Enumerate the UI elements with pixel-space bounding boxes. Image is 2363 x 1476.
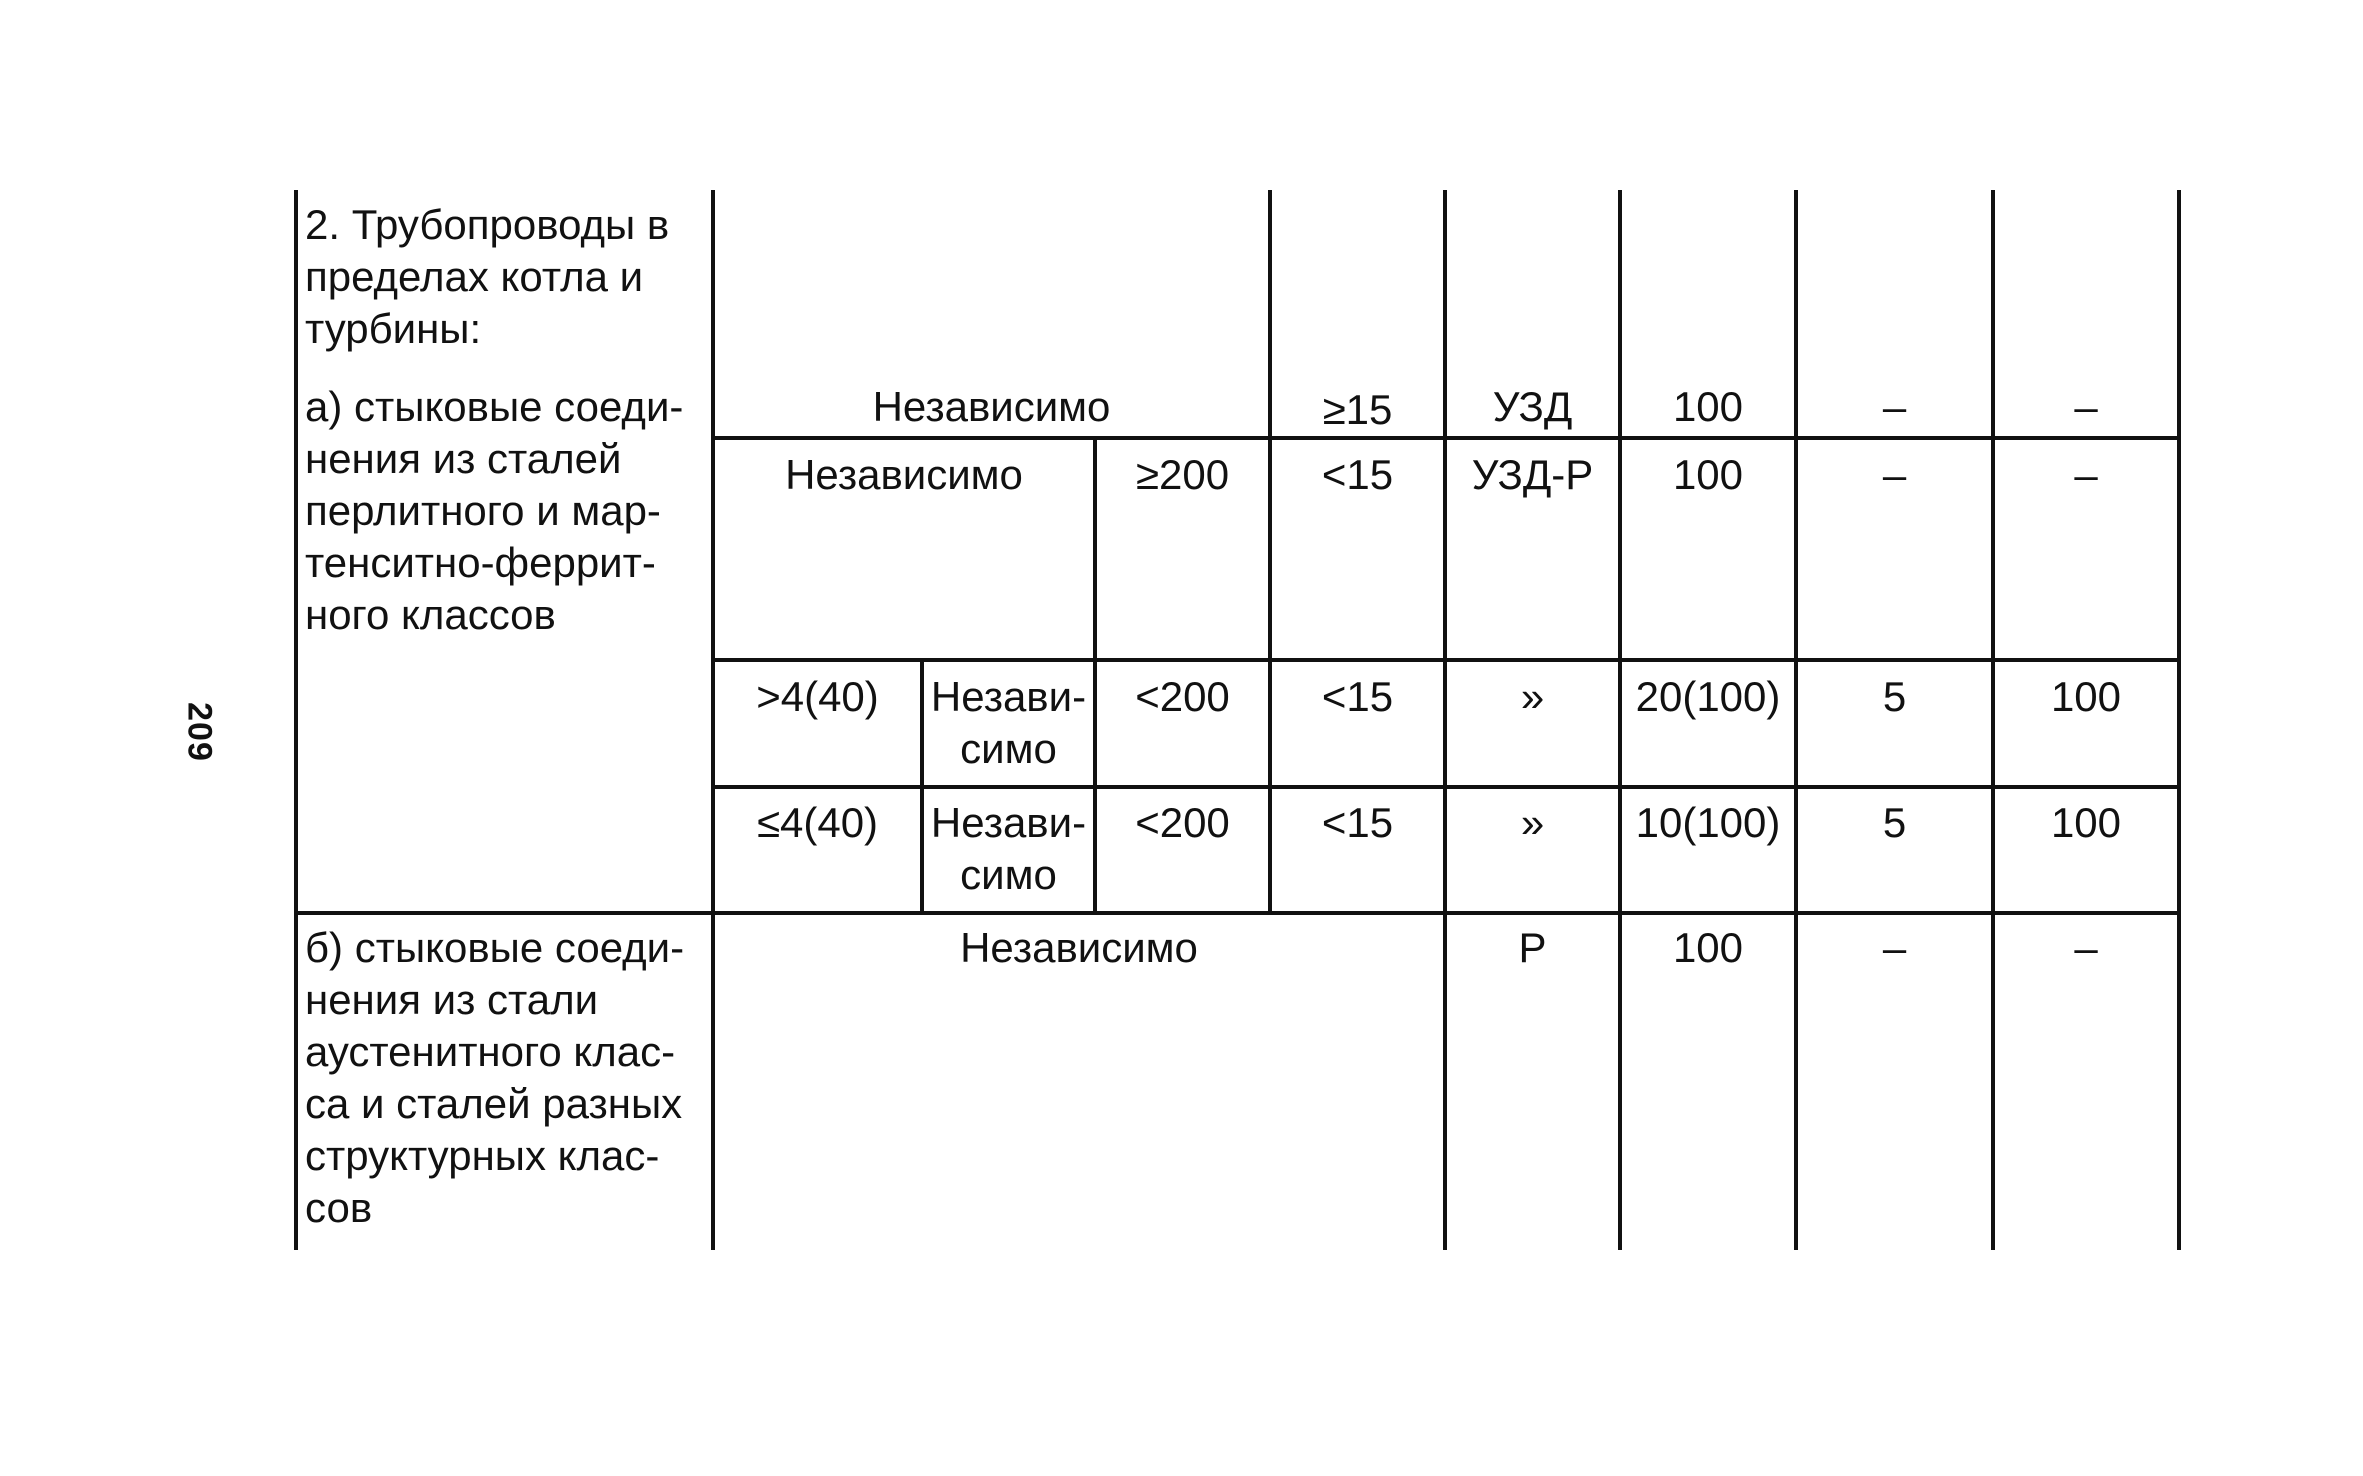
table-cell: 100 — [1672, 451, 1744, 498]
table-cell: 10(100) — [1635, 799, 1781, 846]
table-cell: Независимо — [872, 383, 1111, 430]
table-cell: 5 — [1882, 799, 1907, 846]
table-cell: 20(100) — [1635, 673, 1781, 720]
table-cell: » — [1520, 673, 1545, 720]
table-grid-line — [711, 436, 2181, 440]
table-cell: <15 — [1321, 799, 1394, 846]
table-grid-line — [711, 658, 2181, 662]
table-cell: <15 — [1321, 673, 1394, 720]
table-cell: – — [2074, 383, 2098, 430]
row-b-label: б) стыковые соеди- нения из стали аустенитного клас- са и сталей разных структурных клас- сов — [305, 924, 685, 1231]
table-cell: <15 — [1321, 451, 1394, 498]
table-cell: 5 — [1882, 673, 1907, 720]
table-cell: » — [1520, 799, 1545, 846]
table-cell: – — [2074, 451, 2098, 498]
table-grid-line — [711, 785, 2181, 789]
table-cell: – — [1882, 924, 1907, 971]
table-cell: 100 — [1672, 924, 1744, 971]
table-cell: ≤4(40) — [756, 799, 879, 846]
table-cell: <200 — [1135, 799, 1230, 846]
table-cell: Незави- симо — [930, 673, 1087, 772]
page-number: 209 — [180, 702, 219, 762]
table-grid-line — [294, 911, 2181, 915]
table-cell: УЗД — [1492, 383, 1573, 430]
table-border-right — [2177, 190, 2181, 1250]
table-cell: 100 — [2050, 673, 2122, 720]
table-cell: 100 — [1672, 383, 1744, 430]
table-cell: ≥15 — [1322, 386, 1393, 433]
table-cell: <200 — [1135, 673, 1230, 720]
table-cell: Независимо — [785, 451, 1023, 498]
table-cell: Незави- симо — [930, 799, 1087, 898]
table-cell: – — [1882, 451, 1907, 498]
table-cell: >4(40) — [756, 673, 879, 720]
section-heading: 2. Трубопроводы в пределах котла и турбины: — [305, 201, 670, 352]
table-cell: Р — [1518, 924, 1547, 971]
table-cell: – — [2074, 924, 2098, 971]
table-cell: 100 — [2050, 799, 2122, 846]
row-a-label: а) стыковые соеди- нения из сталей перлитного и мар- тенситно-феррит- ного классов — [305, 383, 684, 638]
table-cell: – — [1882, 383, 1907, 430]
table-cell: ≥200 — [1135, 451, 1230, 498]
table-cell: Независимо — [960, 924, 1198, 971]
table-border-left — [294, 190, 298, 1250]
table-cell: УЗД-Р — [1471, 451, 1594, 498]
